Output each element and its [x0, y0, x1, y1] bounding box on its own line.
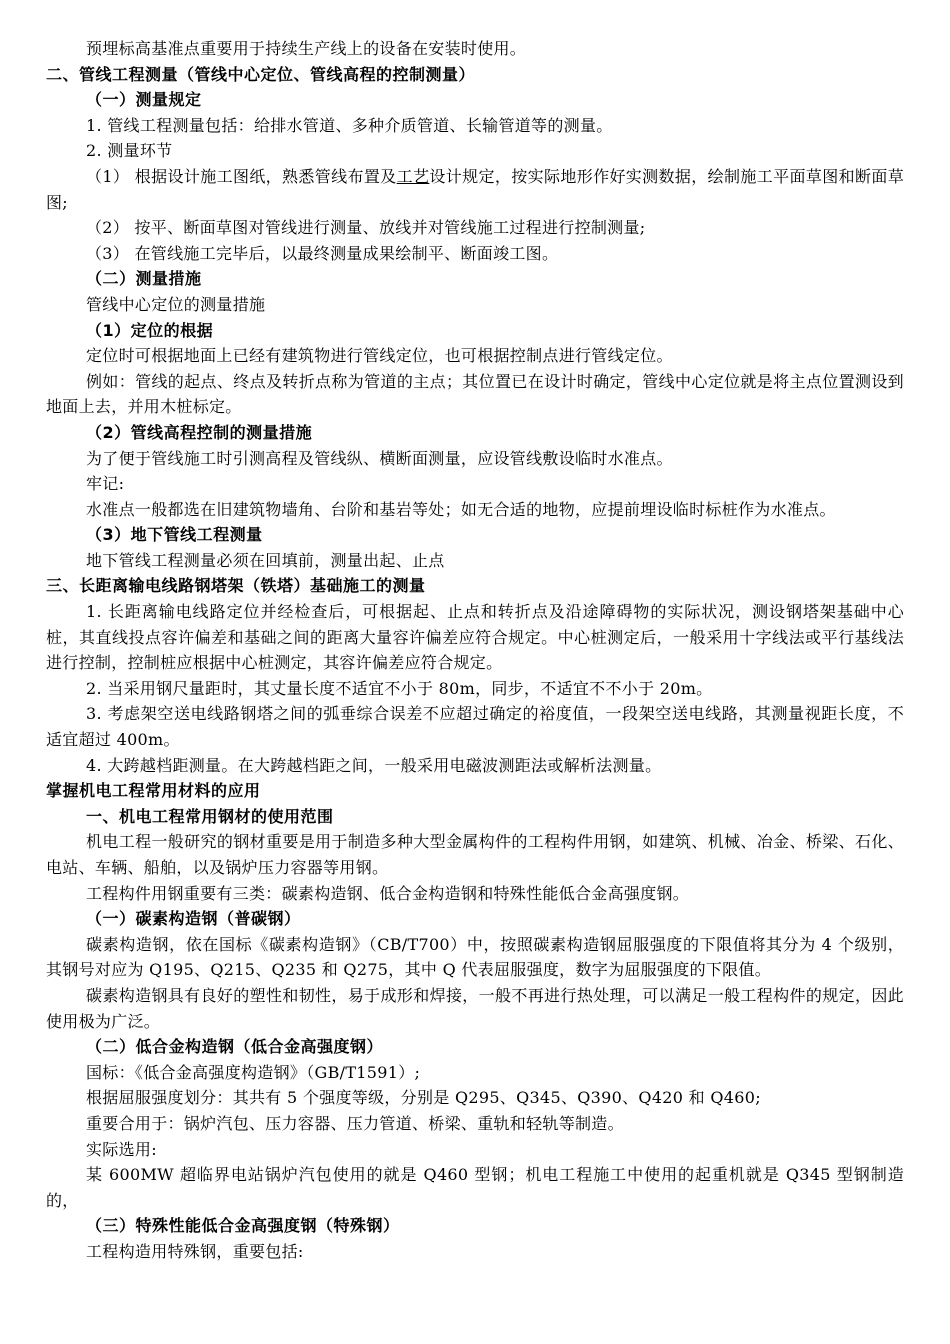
- subheading-elevation-control: （2）管线高程控制的测量措施: [86, 422, 313, 442]
- heading-materials: 掌握机电工程常用材料的应用: [46, 781, 261, 801]
- paragraph-practical-example: 某 600MW 超临界电站锅炉汽包使用的就是 Q460 型钢；机电工程施工中使用的起重机就是 Q345 型钢制造的，: [46, 1165, 904, 1210]
- subheading-steel-usage: 一、机电工程常用钢材的使用范围: [86, 806, 334, 826]
- paragraph-practical: 实际选用:: [86, 1139, 157, 1159]
- paragraph-carbon-properties: 碳素构造钢具有良好的塑性和韧性，易于成形和焊接，一般不再进行热处理，可以满足一般工程构件的规定，因此使用极为广泛。: [46, 985, 904, 1031]
- heading-pipeline-survey: 二、管线工程测量（管线中心定位、管线高程的控制测量）: [46, 64, 476, 84]
- subheading-carbon-steel: （一）碳素构造钢（普碳钢）: [86, 909, 301, 929]
- paragraph-center-positioning: 管线中心定位的测量措施: [86, 294, 266, 314]
- step-1-text-a: （1） 根据设计施工图纸，熟悉管线布置及: [86, 166, 397, 186]
- paragraph-steel-types: 工程构件用钢重要有三类：碳素构造钢、低合金构造钢和特殊性能低合金高强度钢。: [86, 883, 690, 903]
- subheading-special-steel: （三）特殊性能低合金高强度钢（特殊钢）: [86, 1216, 400, 1236]
- paragraph-step-2: （2） 按平、断面草图对管线进行测量、放线并对管线施工过程进行控制测量;: [86, 218, 646, 238]
- paragraph-positioning: 定位时可根据地面上已经有建筑物进行管线定位，也可根据控制点进行管线定位。: [86, 346, 673, 366]
- paragraph-step-1: [46, 164, 904, 215]
- subheading-survey-measures: （二）测量措施: [86, 269, 202, 289]
- paragraph-low-alloy-usage: 重要合用于：锅炉汽包、压力容器、压力管道、桥梁、重轨和轻轨等制造。: [86, 1113, 624, 1133]
- heading-tower-foundation: 三、长距离输电线路钢塔架（铁塔）基础施工的测量: [46, 576, 426, 596]
- paragraph-low-alloy-grades: 根据屈服强度划分：其共有 5 个强度等级，分别是 Q295、Q345、Q390、Q420 和 Q460;: [86, 1088, 761, 1108]
- paragraph-example: 例如：管线的起点、终点及转折点称为管道的主点；其位置已在设计时确定，管线中心定位就是将主点位置测设到地面上去，并用木桩标定。: [46, 371, 904, 417]
- paragraph-tower-4: 4. 大跨越档距测量。在大跨越档距之间，一般采用电磁波测距法或解析法测量。: [86, 755, 662, 775]
- paragraph-remember: 牢记:: [86, 474, 125, 494]
- paragraph-item-2: 2. 测量环节: [86, 141, 173, 161]
- paragraph-special-steel: 工程构造用特殊钢，重要包括:: [86, 1241, 304, 1261]
- paragraph-benchmark: 为了便于管线施工时引测高程及管线纵、横断面测量，应设管线敷设临时水准点。: [86, 448, 673, 468]
- paragraph-preface: 预埋标高基准点重要用于持续生产线上的设备在安装时使用。: [86, 39, 527, 58]
- paragraph-step-3: （3） 在管线施工完毕后，以最终测量成果绘制平、断面竣工图。: [86, 243, 559, 263]
- paragraph-benchmark-location: 水准点一般都选在旧建筑物墙角、台阶和基岩等处；如无合适的地物，应提前埋设临时标桩作为水准点。: [86, 499, 836, 519]
- paragraph-underground: 地下管线工程测量必须在回填前，测量出起、止点: [86, 550, 445, 570]
- paragraph-low-alloy-standard: 国标：《低合金高强度构造钢》（GB/T1591）;: [86, 1062, 421, 1082]
- step-1-text-b: 设计规定，按实际地形作好实测数据，绘制施工平面草图和断面草图;: [46, 166, 904, 212]
- underlined-term: 工艺: [396, 166, 430, 186]
- subheading-positioning-basis: （1）定位的根据: [86, 320, 214, 340]
- subheading-low-alloy-steel: （二）低合金构造钢（低合金高强度钢）: [86, 1037, 384, 1057]
- paragraph-tower-3: 3. 考虑架空送电线路钢塔之间的弧垂综合误差不应超过确定的裕度值，一段架空送电线路，其测量视距长度，不适宜超过 400m。: [46, 704, 904, 750]
- paragraph-steel-general: 机电工程一般研究的钢材重要是用于制造多种大型金属构件的工程构件用钢，如建筑、机械、冶金、桥梁、石化、电站、车辆、船舶，以及锅炉压力容器等用钢。: [46, 832, 904, 877]
- paragraph-carbon-grades: 碳素构造钢，依在国标《碳素构造钢》（CB/T700）中，按照碳素构造钢屈服强度的下限值将其分为 4 个级别，其钢号对应为 Q195、Q215、Q235 和 Q275，其中 Q 代表屈服强度，数字为屈服强度的下限值。: [46, 934, 904, 980]
- paragraph-tower-2: 2. 当采用钢尺量距时，其丈量长度不适宜不小于 80m，同步，不适宜不不小于 20m。: [86, 678, 713, 698]
- subheading-survey-rules: （一）测量规定: [86, 90, 202, 110]
- subheading-underground-pipeline: （3）地下管线工程测量: [86, 525, 263, 545]
- paragraph-item-1: 1. 管线工程测量包括：给排水管道、多种介质管道、长输管道等的测量。: [86, 115, 613, 135]
- paragraph-tower-1: 1. 长距离输电线路定位并经检查后，可根据起、止点和转折点及沿途障碍物的实际状况，测设钢塔架基础中心桩，其直线投点容许偏差和基础之间的距离大量容许偏差应符合规定。中心桩测定后，一般采用十字线法或平行基线法进行控制，控制桩应根据中心桩测定，其容许偏差应符合规定。: [46, 602, 904, 673]
